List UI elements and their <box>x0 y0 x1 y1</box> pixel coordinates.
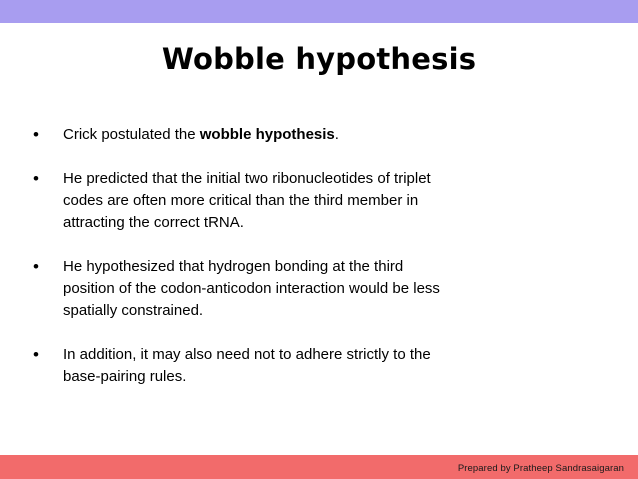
bullet-item <box>33 168 453 234</box>
bottom-footer-band <box>0 455 638 479</box>
bullet-icon: • <box>33 169 39 188</box>
bullet-item <box>33 256 453 322</box>
bullet-item <box>33 124 453 146</box>
bullet-item <box>33 344 453 388</box>
bullet-bold-term: wobble hypothesis <box>199 126 335 143</box>
bullet-icon: • <box>33 257 39 276</box>
bullet-text: In addition, it may also need not to adhere strictly to the base-pairing rules. <box>63 346 431 385</box>
bullet-text: He predicted that the initial two ribonucleotides of triplet codes are often more critical than the third member in attracting the correct tRNA. <box>63 170 431 231</box>
top-header-band <box>0 0 638 23</box>
bullet-text-end: . <box>334 126 339 143</box>
slide-title: Wobble hypothesis <box>161 42 477 76</box>
footer-credit: Prepared by Pratheep Sandrasaigaran <box>457 463 624 474</box>
bullet-icon: • <box>33 125 39 144</box>
bullet-icon: • <box>33 345 39 364</box>
bullet-text: Crick postulated the <box>63 126 200 143</box>
bullet-text: He hypothesized that hydrogen bonding at the third position of the codon-anticodon interaction would be less spatially constrained. <box>63 258 440 319</box>
bullet-list <box>33 124 453 410</box>
